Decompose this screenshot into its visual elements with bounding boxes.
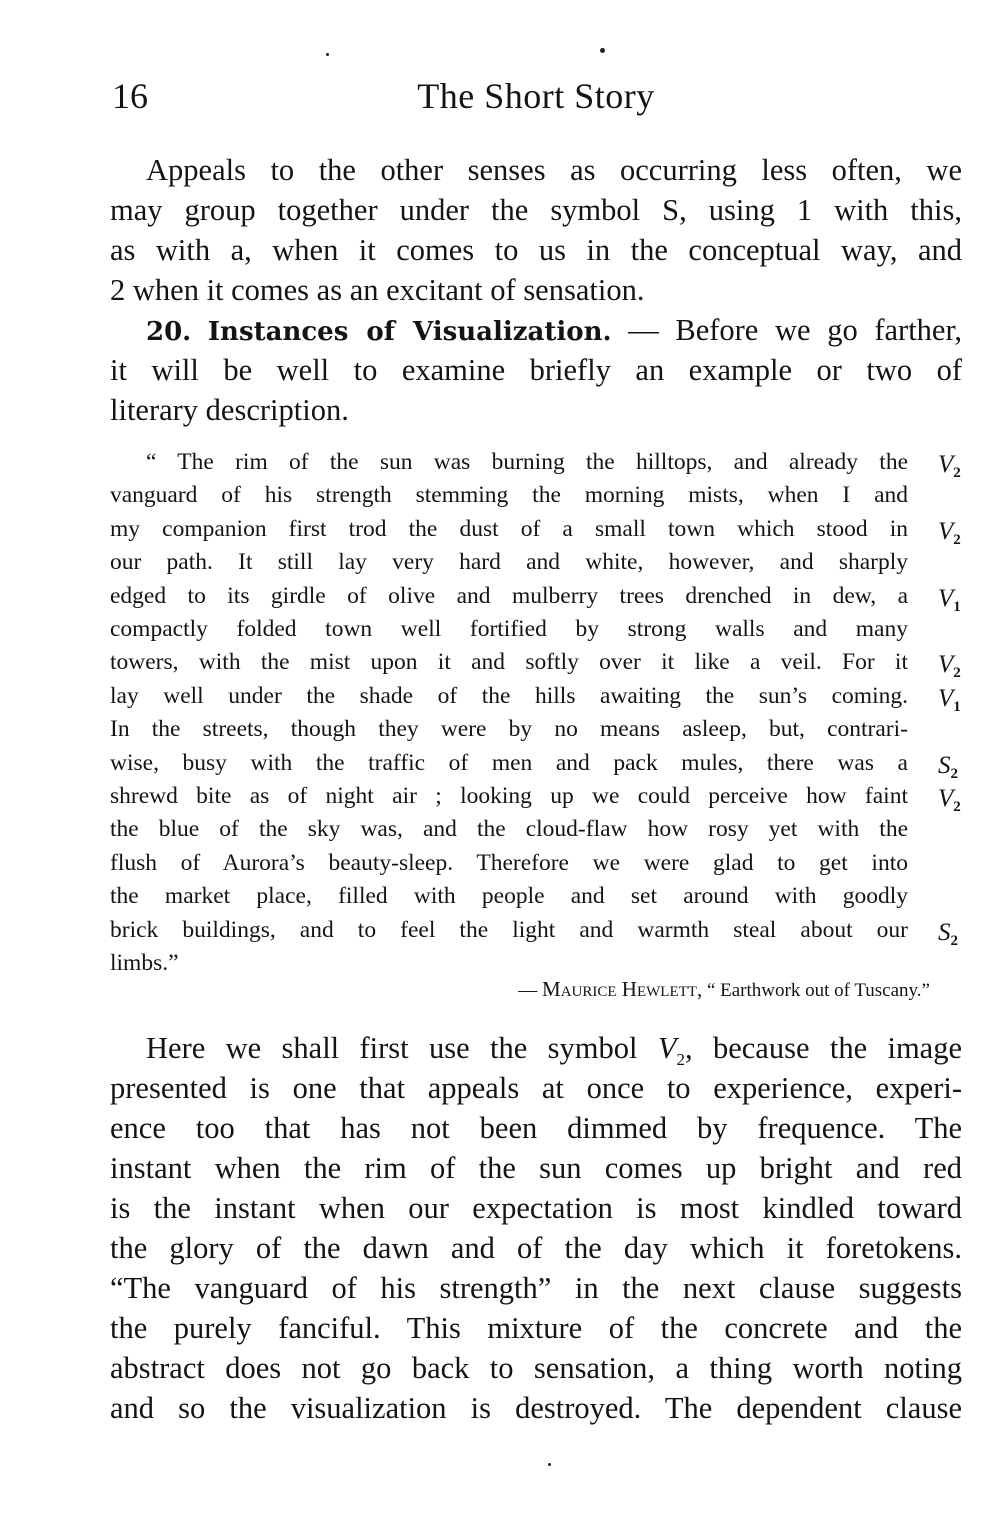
margin-symbol: $S_2$ [938, 752, 958, 782]
paragraph-line: abstract does not go back to sensation, a thing worth noting [110, 1351, 962, 1385]
quote-line: lay well under the shade of the hills awaiting the sun’s coming. [110, 682, 908, 709]
attribution-dash: — [518, 980, 543, 1001]
quote-line: towers, with the mist upon it and softly over it like a veil. For it [110, 649, 908, 676]
margin-symbol: $V_2$ [938, 518, 961, 548]
running-header [112, 74, 960, 122]
running-title: The Short Story [417, 76, 655, 116]
margin-symbol: $V_2$ [938, 451, 961, 481]
print-speck [326, 53, 329, 56]
quote-line: “ The rim of the sun was burning the hilltops, and already the [146, 449, 908, 475]
quote-line: brick buildings, and to feel the light and warmth steal about our [110, 916, 908, 943]
margin-symbol: $V_2$ [938, 785, 961, 815]
quote-line: edged to its girdle of olive and mulberry trees drenched in dew, a [110, 582, 908, 609]
quote-line: flush of Aurora’s beauty-sleep. Therefore we were glad to get into [110, 849, 908, 876]
section-heading-line [146, 310, 962, 352]
quote-attribution [518, 976, 930, 1004]
section-title: Instances of Visualization. [207, 317, 612, 347]
paragraph-line: is the instant when our expectation is most kindled toward [110, 1191, 962, 1225]
margin-symbol: $V_1$ [938, 585, 961, 615]
symbol-v: $V_2$ [657, 1031, 685, 1070]
paragraph-line: Appeals to the other senses as occurring less often, we [146, 153, 962, 187]
paragraph-line: as with a, when it comes to us in the conceptual way, and [110, 233, 962, 267]
paragraph-line: the purely fanciful. This mixture of the concrete and the [110, 1311, 962, 1345]
section-number: 20. [146, 317, 192, 347]
quote-line: the blue of the sky was, and the cloud-flaw how rosy yet with the [110, 816, 908, 843]
quote-line: shrewd bite as of night air ; looking up we could perceive how faint [110, 783, 908, 809]
paragraph-line: presented is one that appeals at once to experience, experi- [110, 1071, 962, 1105]
attribution-work: “ Earthwork out of Tuscany.” [702, 980, 930, 1001]
paragraph-line: may group together under the symbol S, using 1 with this, [110, 193, 962, 227]
quote-line: compactly folded town well fortified by strong walls and many [110, 616, 908, 642]
paragraph-line: and so the visualization is destroyed. The dependent clause [110, 1391, 962, 1425]
margin-symbol: $V_2$ [938, 651, 961, 681]
margin-symbol: $V_1$ [938, 685, 961, 715]
paragraph-line: “The vanguard of his strength” in the next clause suggests [110, 1271, 962, 1305]
paragraph-line: Here we shall first use the symbol $V_2$, because the image [146, 1031, 962, 1070]
print-speck [600, 48, 605, 53]
paragraph-line: ence too that has not been dimmed by frequence. The [110, 1111, 962, 1145]
page-number: 16 [112, 76, 148, 116]
quote-line: vanguard of his strength stemming the morning mists, when I and [110, 482, 908, 509]
quote-line: my companion first trod the dust of a small town which stood in [110, 515, 908, 542]
paragraph-line: the glory of the dawn and of the day which it foretokens. [110, 1231, 962, 1265]
quote-line: limbs.” [110, 950, 179, 976]
quote-line: wise, busy with the traffic of men and pack mules, there was a [110, 749, 908, 776]
paragraph-line: instant when the rim of the sun comes up bright and red [110, 1151, 962, 1185]
print-speck [548, 1463, 551, 1466]
paragraph-line: literary description. [110, 393, 349, 427]
quote-line: the market place, filled with people and set around with goodly [110, 883, 908, 910]
paragraph-line: it will be well to examine briefly an example or two of [110, 353, 962, 387]
attribution-author: Maurice Hewlett, [542, 977, 703, 1001]
quote-line: In the streets, though they were by no means asleep, but, contrari- [110, 716, 908, 743]
margin-symbol: $S_2$ [938, 919, 958, 949]
paragraph-line: 2 when it comes as an excitant of sensation. [110, 273, 645, 307]
paragraph-text: — Before we go farther, [628, 313, 963, 347]
quote-line: our path. It still lay very hard and white, however, and sharply [110, 549, 908, 576]
